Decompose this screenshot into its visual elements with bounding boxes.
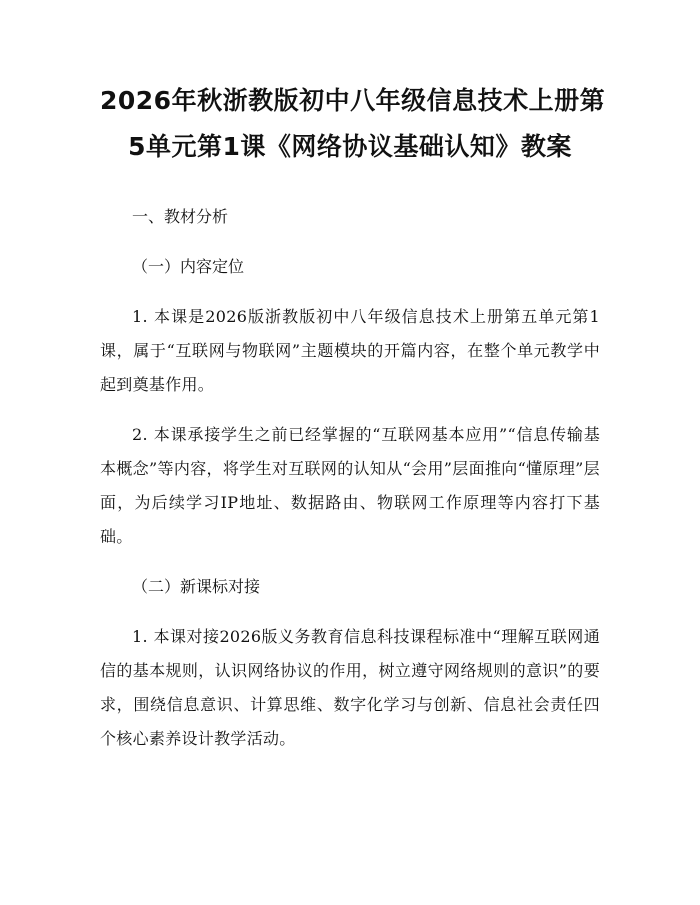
paragraph-1-1: 1. 本课是2026版浙教版初中八年级信息技术上册第五单元第1课，属于“互联网与物联网”主题模块的开篇内容，在整个单元教学中起到奠基作用。	[100, 307, 600, 394]
paragraph-2-1: 1. 本课对接2026版义务教育信息科技课程标准中“理解互联网通信的基本规则，认识网络协议的作用，树立遵守网络规则的意识”的要求，围绕信息意识、计算思维、数字化学习与创新、信息社会责任四个核心素养设计教学活动。	[100, 627, 600, 748]
title-line-2: 5单元第1课《网络协议基础认知》教案	[128, 132, 572, 161]
subsection-heading-content-positioning: （一）内容定位	[132, 257, 245, 276]
paragraph-1-2: 2. 本课承接学生之前已经掌握的“互联网基本应用”“信息传输基本概念”等内容，将学生对互联网的认知从“会用”层面推向“懂原理”层面，为后续学习IP地址、数据路由、物联网工作原理等内容打下基础。	[100, 425, 600, 546]
document-title	[100, 80, 606, 168]
section-heading-textbook-analysis: 一、教材分析	[132, 207, 229, 226]
title-line-1: 2026年秋浙教版初中八年级信息技术上册第	[100, 86, 606, 115]
subsection-heading-curriculum-standard: （二）新课标对接	[132, 577, 261, 596]
